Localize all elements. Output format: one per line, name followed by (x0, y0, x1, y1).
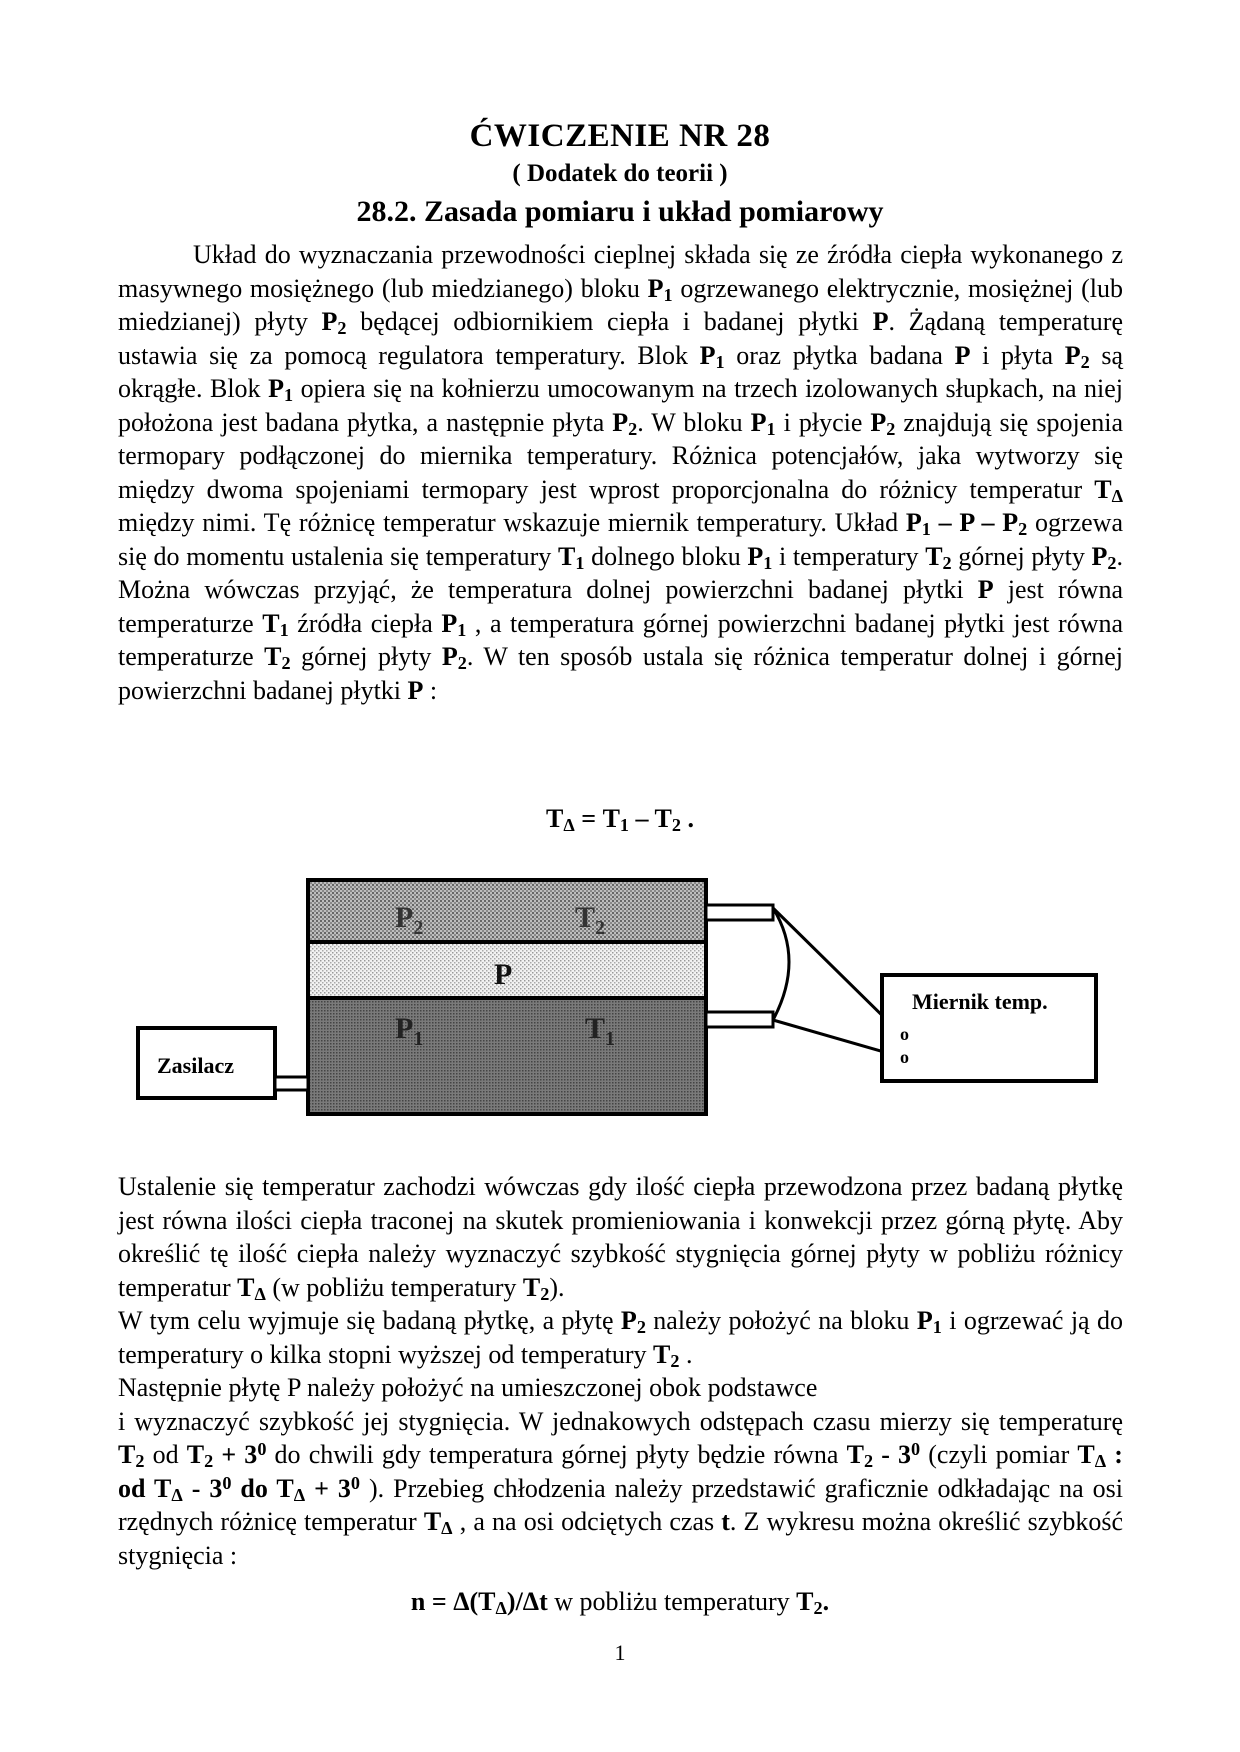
exercise-title: ĆWICZENIE NR 28 (469, 118, 771, 154)
meter-terminal-a: o (900, 1024, 909, 1044)
meter-terminal-b: o (900, 1047, 909, 1067)
thermocouple-port-bottom (706, 1012, 773, 1027)
block-p1 (308, 998, 706, 1114)
equation-cooling-rate: $n = \Delta(T_\Delta)/\Delta t$ w pobliżu temperatury $T_2$. (410, 1587, 830, 1618)
label-p: P (494, 958, 513, 991)
power-supply-label: Zasilacz (157, 1053, 234, 1078)
thermocouple-wire-b (773, 1020, 898, 1056)
thermocouple-port-top (706, 905, 773, 920)
paragraph-intro: Układ do wyznaczania przewodności cieplnej składa się ze źródła ciepła wykonanego z masywnego mosiężnego (lub miedzianego) bloku $P_1$ ogrzewanego elektrycznie, mosiężnej (lub miedzianej) płyty $P_2$ będącej odbiornikiem ciepła i badanej płytki P. Żądaną temperaturę ustawia się za pomocą regulatora temperatury. Blok $P_1$ oraz płytka badana P i płyta $P_2$ są okrągłe. Blok $P_1$ opiera się na kołnierzu umocowanym na trzech izolowanych słupkach, na niej położona jest badana płytka, a następnie płyta $P_2$. W bloku $P_1$ i płycie $P_2$ znajdują się spojenia termopary podłączonej do miernika temperatury. Różnica potencjałów, jaka wytworzy się między dwoma spojeniami termopary jest wprost proporcjonalna do różnicy temperatur $T_\Delta$ między nimi. Tę różnicę temperatur wskazuje miernik temperatury. Układ $P_1$ – P – $P_2$ ogrzewa się do momentu ustalenia się temperatury $T_1$ dolnego bloku $P_1$ i temperatury $T_2$ górnej płyty $P_2$. Można wówczas przyjąć, że temperatura dolnej powierzchni badanej płytki P jest równa temperaturze $T_1$ źródła ciepła $P_1$ , a temperatura górnej powierzchni badanej płytki jest równa temperaturze $T_2$ górnej płyty $P_2$. W ten sposób ustala się różnica temperatur dolnej i górnej powierzchni badanej płytki P : (118, 240, 1124, 705)
plate-p2 (308, 880, 706, 942)
temperature-meter-label: Miernik temp. (912, 989, 1048, 1014)
paragraph-steady-state: Ustalenie się temperatur zachodzi wówczas gdy ilość ciepła przewodzona przez badaną płytkę jest równa ilości ciepła traconej na skutek promieniowania i konwekcji przez górną płytę. Aby określić tę ilość ciepła należy wyznaczyć szybkość stygnięcia górnej płyty w pobliżu różnicy temperatur $T_\Delta$ (w pobliżu temperatury $T_2$). W tym celu wyjmuje się badaną płytkę, a płytę $P_2$ należy położyć na bloku $P_1$ i ogrzewać ją do temperatury o kilka stopni wyższej od temperatury $T_2$ . Następnie płytę P należy położyć na umieszczonej obok podstawce i wyznaczyć szybkość jej stygnięcia. W jednakowych odstępach czasu mierzy się temperaturę $T_2$ od $T_2 + 3^0$ do chwili gdy temperatura górnej płyty będzie równa $T_2 - 3^0$ (czyli pomiar $T_\Delta$ : od $T_\Delta - 3^0$ do $T_\Delta + 3^0$ ). Przebieg chłodzenia należy przedstawić graficznie odkładając na osi rzędnych różnicę temperatur $T_\Delta$ , a na osi odciętych czas t. Z wykresu można określić szybkość stygnięcia : (118, 1172, 1124, 1570)
label-t1: $T_1$ (585, 1012, 616, 1050)
label-p1: $P_1$ (395, 1012, 424, 1050)
measurement-setup-diagram (0, 860, 1240, 1130)
power-connector (275, 1077, 308, 1090)
equation-temperature-difference: $T_\Delta = T_1 - T_2$ . (546, 804, 694, 835)
section-heading: 28.2. Zasada pomiaru i układ pomiarowy (356, 195, 884, 228)
page-number: 1 (614, 1640, 626, 1665)
label-t2: $T_2$ (575, 901, 606, 939)
label-p2: $P_2$ (395, 901, 424, 939)
thermocouple-wire-curve (773, 908, 789, 1020)
subtitle: ( Dodatek do teorii ) (512, 160, 728, 187)
